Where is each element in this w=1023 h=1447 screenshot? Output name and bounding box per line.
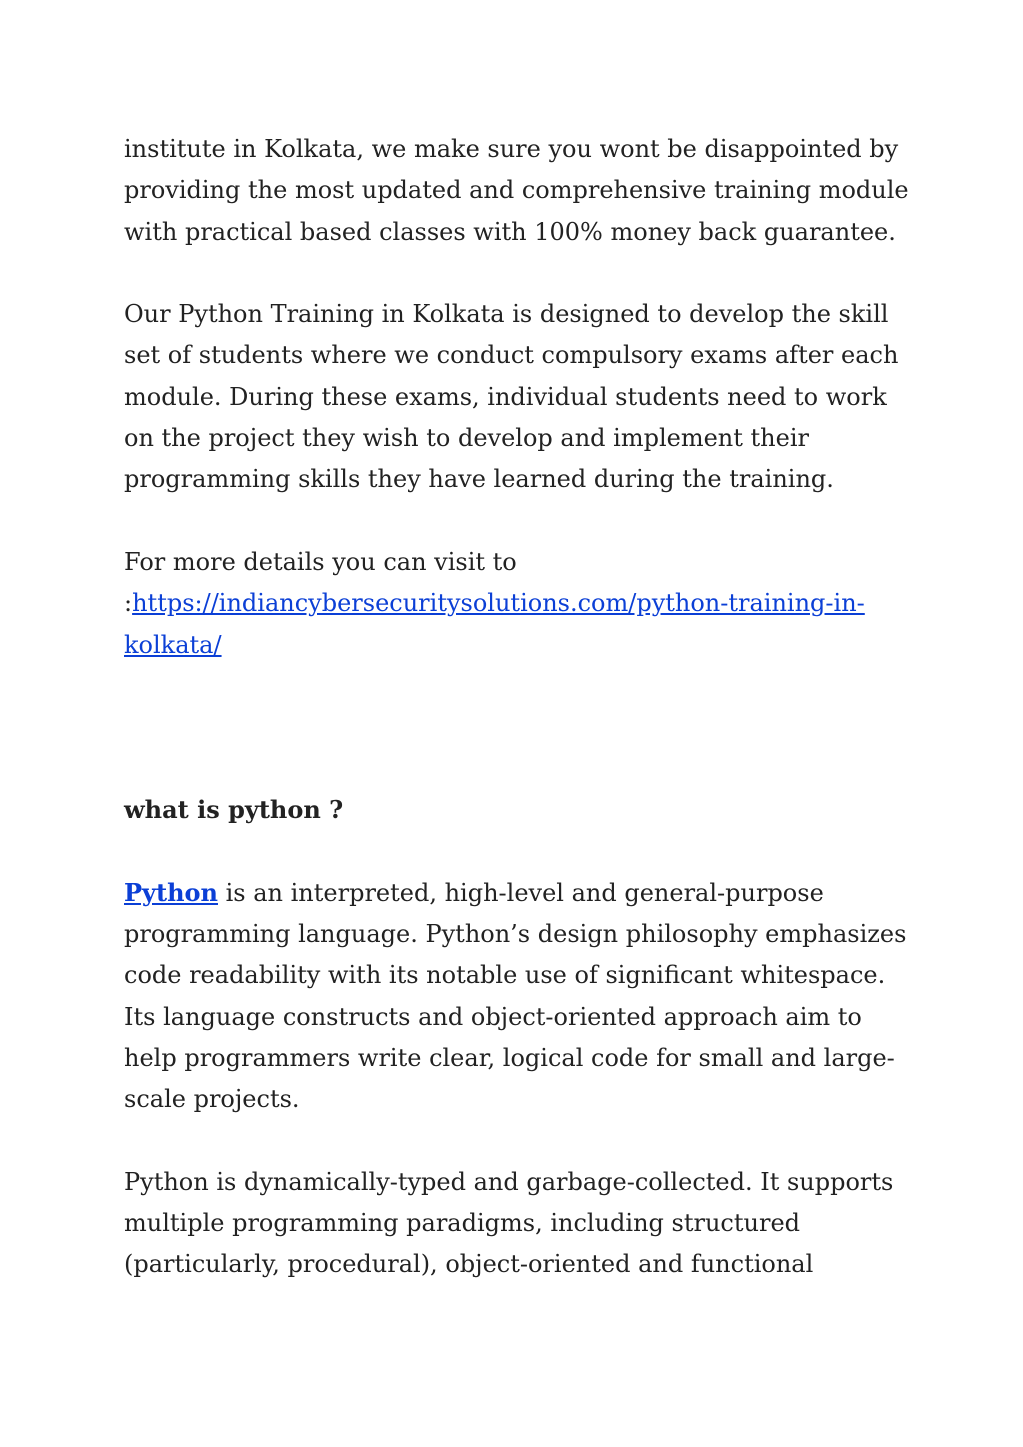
document-page <box>124 129 914 1327</box>
python-definition-text: is an interpreted, high-level and general-purpose programming language. Python’s design philosophy emphasizes code readability with its notable use of significant whitespace. Its language constructs and object-oriented approach aim to help programmers write clear, logical code for small and large-scale projects. <box>124 878 907 1114</box>
section-heading: what is python ? <box>124 795 344 825</box>
paragraph-more-details <box>124 542 914 666</box>
training-page-link[interactable]: https://indiancybersecuritysolutions.com/python-training-in-kolkata/ <box>124 589 865 659</box>
more-details-text: For more details you can visit to : <box>124 547 517 618</box>
python-link[interactable]: Python <box>124 877 218 907</box>
paragraph-training-description: Our Python Training in Kolkata is designed to develop the skill set of students where we conduct compulsory exams after each module. During these exams, individual students need to work on the project they wish to develop and implement their programming skills they have learned during the training. <box>124 300 899 494</box>
paragraph-python-paradigms: Python is dynamically-typed and garbage-collected. It supports multiple programming paradigms, including structured (particularly, procedural), object-oriented and functional <box>124 1167 894 1279</box>
paragraph-guarantee: institute in Kolkata, we make sure you wont be disappointed by providing the most updated and comprehensive training module with practical based classes with 100% money back guarantee. <box>124 135 909 246</box>
section-spacer <box>124 707 914 789</box>
paragraph-python-definition <box>124 872 914 1121</box>
